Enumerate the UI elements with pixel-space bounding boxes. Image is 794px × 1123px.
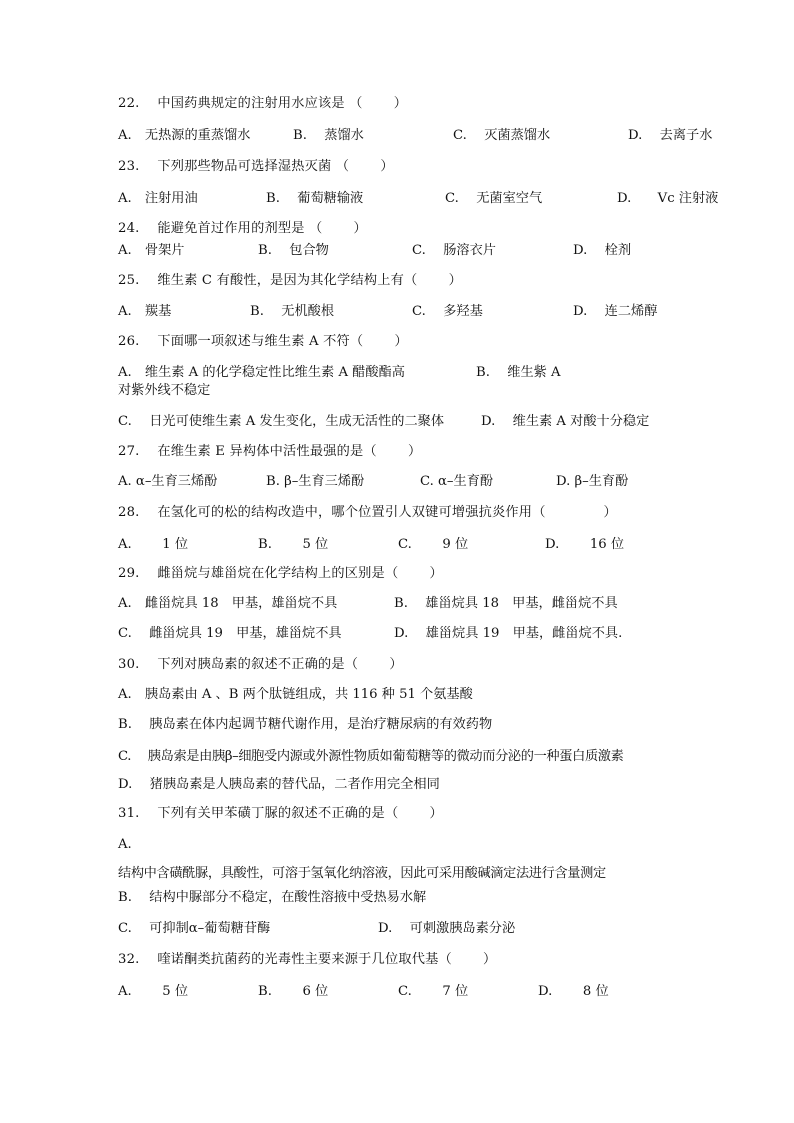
option-c: C. 7 位 <box>398 984 469 999</box>
option-b-continued: 对紫外线不稳定 <box>118 383 211 398</box>
question-25-stem: 25. 维生素 C 有酸性，是因为其化学结构上有（ ） <box>118 273 462 288</box>
option-b: B. 6 位 <box>258 984 329 999</box>
option-d: D. 16 位 <box>545 537 625 552</box>
question-31-option-a-label: A. <box>118 837 132 852</box>
option-b: B. 5 位 <box>258 537 329 552</box>
question-31-stem: 31. 下列有关甲苯磺丁脲的叙述不正确的是（ ） <box>118 806 443 821</box>
option-c: C. 9 位 <box>398 537 469 552</box>
option-a: A. 注射用油 <box>118 191 198 206</box>
option-d: D. 雄甾烷具 19 甲基，雌甾烷不具. <box>394 626 623 641</box>
option-d: D. 维生素 A 对酸十分稳定 <box>481 414 650 429</box>
question-24-stem: 24. 能避免首过作用的剂型是 （ ） <box>118 221 367 236</box>
option-d: D. 8 位 <box>538 984 609 999</box>
question-23-stem: 23. 下列那些物品可选择湿热灭菌 （ ） <box>118 159 394 174</box>
option-a: A. 维生素 A 的化学稳定性比维生素 A 醋酸酯高 <box>118 365 405 380</box>
question-24-options <box>0 242 794 260</box>
option-c: C. 日光可使维生素 A 发生变化，生成无活性的二聚体 <box>118 414 445 429</box>
option-c: C. 雌甾烷具 19 甲基，雄甾烷不具 <box>118 626 342 641</box>
option-b: B. 包合物 <box>258 243 329 258</box>
option-c: C. 可抑制α–葡萄糖苷酶 <box>118 921 271 936</box>
option-d: D. 去离子水 <box>628 128 713 143</box>
question-26-options-row2 <box>0 382 794 400</box>
option-b: B. 葡萄糖输液 <box>266 191 364 206</box>
option-a: A. α–生育三烯酚 <box>118 474 218 489</box>
option-c: C. α–生育酚 <box>420 474 494 489</box>
question-29-options-row1 <box>0 595 794 613</box>
question-30-stem: 30. 下列对胰岛素的叙述不正确的是（ ） <box>118 657 403 672</box>
question-26-options-row3 <box>0 413 794 431</box>
question-29-options-row2 <box>0 625 794 643</box>
option-b: B. 蒸馏水 <box>293 128 364 143</box>
question-31-options-cd <box>0 920 794 938</box>
question-30-option-d: D. 猪胰岛素是人胰岛素的替代品，二者作用完全相同 <box>118 777 440 792</box>
question-25-options <box>0 303 794 321</box>
option-b: B. β–生育三烯酚 <box>266 474 365 489</box>
question-28-options <box>0 536 794 554</box>
option-b: B. 雄甾烷具 18 甲基，雌甾烷不具 <box>394 596 618 611</box>
question-30-option-c: C. 胰岛索是由胰β–细胞受内源或外源性物质如葡萄糖等的微动而分泌的一种蛋白质激素 <box>118 749 624 764</box>
option-b: B. 无机酸根 <box>250 304 335 319</box>
question-29-stem: 29. 雌甾烷与雄甾烷在化学结构上的区别是（ ） <box>118 566 443 581</box>
option-a: A. 骨架片 <box>118 243 185 258</box>
option-c: C. 多羟基 <box>412 304 483 319</box>
option-a: A. 无热源的重蒸馏水 <box>118 128 251 143</box>
question-23-options <box>0 190 794 208</box>
option-a: A. 雌甾烷具 18 甲基，雄甾烷不具 <box>118 596 338 611</box>
option-c: C. 灭菌蒸馏水 <box>453 128 551 143</box>
option-a: A. 1 位 <box>118 537 189 552</box>
option-d: D. 栓剂 <box>573 243 632 258</box>
question-30-option-b: B. 胰岛素在体内起调节糖代谢作用，是治疗糖尿病的有效药物 <box>118 717 493 732</box>
option-d: D. 可刺激胰岛素分泌 <box>378 921 516 936</box>
question-22-stem: 22. 中国药典规定的注射用水应该是 （ ） <box>118 96 408 111</box>
option-c: C. 无菌室空气 <box>445 191 543 206</box>
option-b: B. 维生紫 A <box>476 365 561 380</box>
option-d: D. β–生育酚 <box>556 474 629 489</box>
question-22-options <box>0 127 794 145</box>
option-d: D. 连二烯醇 <box>573 304 658 319</box>
option-a: A. 5 位 <box>118 984 189 999</box>
question-26-options-row1 <box>0 364 794 382</box>
option-c: C. 肠溶衣片 <box>412 243 496 258</box>
question-32-options <box>0 983 794 1001</box>
option-a: A. 羰基 <box>118 304 172 319</box>
question-26-stem: 26. 下面哪一项叙述与维生素 A 不符（ ） <box>118 334 408 349</box>
question-27-options <box>0 473 794 491</box>
question-31-option-a-text: 结构中含磺酰脲，具酸性，可溶于氢氧化纳溶液，因此可采用酸碱滴定法进行含量测定 <box>118 866 606 881</box>
question-32-stem: 32. 喹诺酮类抗菌药的光毒性主要来源于几位取代基（ ） <box>118 952 497 967</box>
question-27-stem: 27. 在维生素 E 异构体中活性最强的是（ ） <box>118 444 422 459</box>
question-31-option-b: B. 结构中脲部分不稳定，在酸性溶掖中受热易水解 <box>118 890 427 905</box>
question-30-option-a: A. 胰岛素由 A 、B 两个肽链组成，共 116 种 51 个氨基酸 <box>118 687 473 702</box>
option-d: D. Vc 注射液 <box>617 191 719 206</box>
question-28-stem: 28. 在氢化可的松的结构改造中，哪个位置引人双键可增强抗炎作用（ ） <box>118 505 617 520</box>
